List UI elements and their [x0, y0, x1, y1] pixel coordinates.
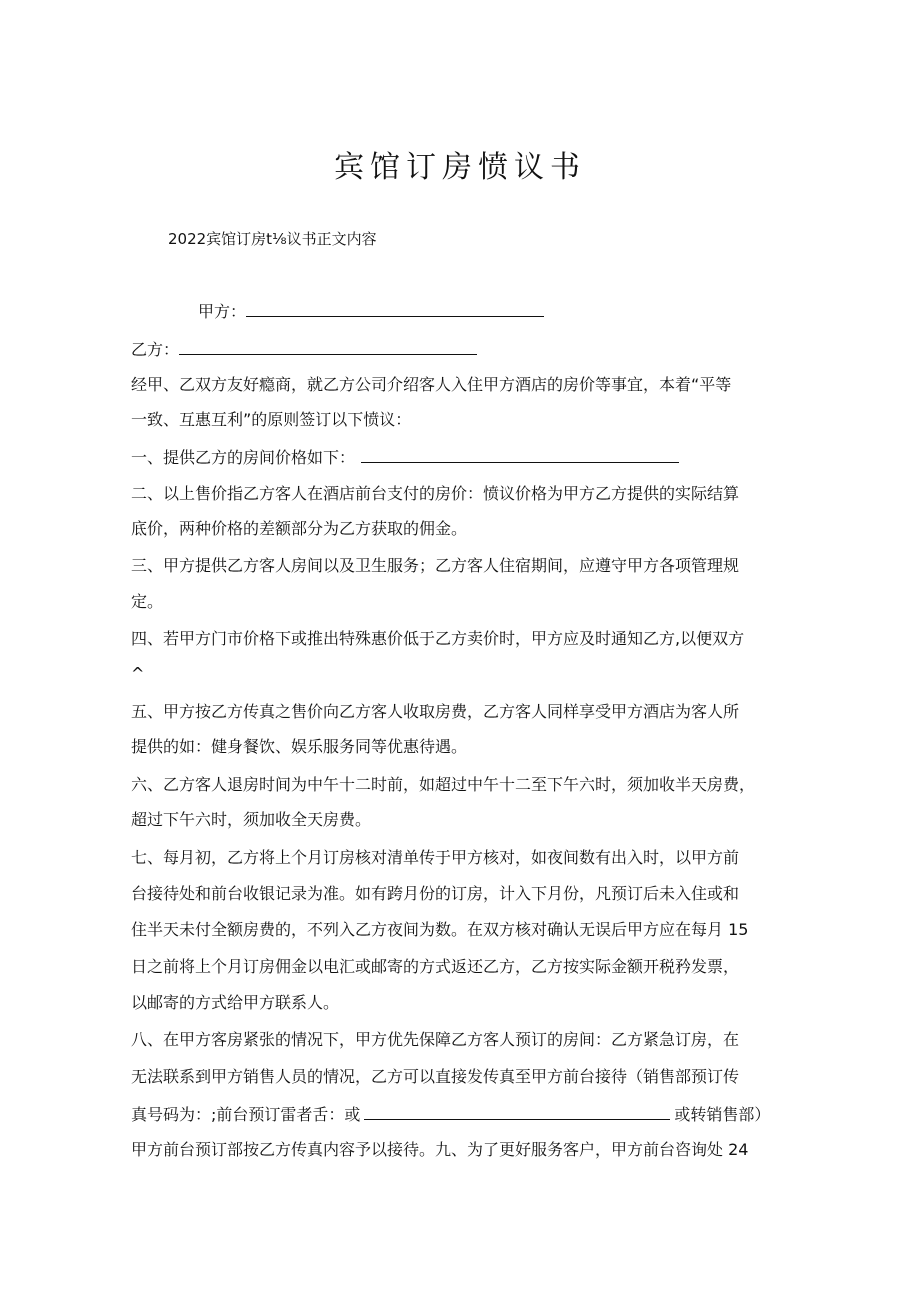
clause-4-line-2: ^	[131, 664, 145, 683]
clause-1-text: 一、提供乙方的房间价格如下：	[131, 448, 356, 467]
clause-3-line-2: 定。	[131, 592, 164, 611]
clause-8-line-4: 甲方前台预订部按乙方传真内容予以接待。九、为了更好服务客户，甲方前台咨询处 24	[131, 1140, 749, 1159]
clause-1-line	[131, 446, 679, 468]
clause-8-line-3-start: 真号码为：;前台预订雷者舌：或	[131, 1105, 361, 1124]
party-a-label: 甲方：	[198, 302, 247, 321]
party-b-blank	[179, 338, 477, 355]
clause-7-line-4: 日之前将上个月订房佣金以电汇或邮寄的方式返还乙方，乙方按实际金额开税矜发票，	[131, 957, 740, 976]
clause-8-line-2: 无法联系到甲方销售人员的情况，乙方可以直接发传真至甲方前台接待（销售部预订传	[131, 1067, 740, 1086]
party-b-line	[131, 338, 477, 360]
document-title: 宾馆订房愤议书	[334, 150, 586, 185]
clause-8-line-3	[131, 1103, 770, 1125]
clause-7-line-1: 七、每月初，乙方将上个月订房核对清单传于甲方核对，如夜间数有出入时，以甲方前	[131, 848, 740, 867]
party-a-line	[198, 300, 544, 322]
clause-2-line-1: 二、以上售价指乙方客人在酒店前台支付的房价：愤议价格为甲方乙方提供的实际结算	[131, 484, 740, 503]
clause-8-line-1: 八、在甲方客房紧张的情况下，甲方优先保障乙方客人预订的房间：乙方紧急订房，在	[131, 1030, 740, 1049]
clause-6-line-2: 超过下午六时，须加收全天房费。	[131, 810, 372, 829]
clause-5-line-2: 提供的如：健身餐饮、娱乐服务同等优惠待遇。	[131, 737, 468, 756]
clause-5-line-1: 五、甲方按乙方传真之售价向乙方客人收取房费，乙方客人同样享受甲方酒店为客人所	[131, 702, 740, 721]
clause-7-line-5: 以邮寄的方式给甲方联系人。	[131, 993, 340, 1012]
clause-8-line-3-end: 或转销售部）	[674, 1105, 771, 1124]
clause-8-blank	[364, 1103, 670, 1120]
clause-2-line-2: 底价，两种价格的差额部分为乙方获取的佣金。	[131, 519, 468, 538]
document-subtitle: 2022宾馆订房t⅛议书正文内容	[168, 230, 377, 248]
clause-3-line-1: 三、甲方提供乙方客人房间以及卫生服务；乙方客人住宿期间，应遵守甲方各项管理规	[131, 556, 740, 575]
clause-4-line-1: 四、若甲方门市价格下或推出特殊惠价低于乙方卖价时，甲方应及时通知乙方,以便双方	[131, 629, 745, 648]
party-b-label: 乙方：	[131, 340, 180, 359]
party-a-blank	[246, 300, 544, 317]
clause-6-line-1: 六、乙方客人退房时间为中午十二时前，如超过中午十二至下午六时，须加收半天房费，	[131, 775, 756, 794]
clause-7-line-2: 台接待处和前台收银记录为准。如有跨月份的订房，计入下月份，凡预订后未入住或和	[131, 884, 740, 903]
clause-1-blank	[361, 446, 679, 463]
intro-line-2: 一致、互惠互利”的原则签订以下愤议：	[131, 410, 412, 429]
intro-line-1: 经甲、乙双方友好瘾商，就乙方公司介绍客人入住甲方酒店的房价等事宜，本着“平等	[131, 375, 732, 394]
clause-7-line-3: 住半天未付全额房费的，不列入乙方夜间为数。在双方核对确认无误后甲方应在每月 15	[131, 920, 749, 939]
